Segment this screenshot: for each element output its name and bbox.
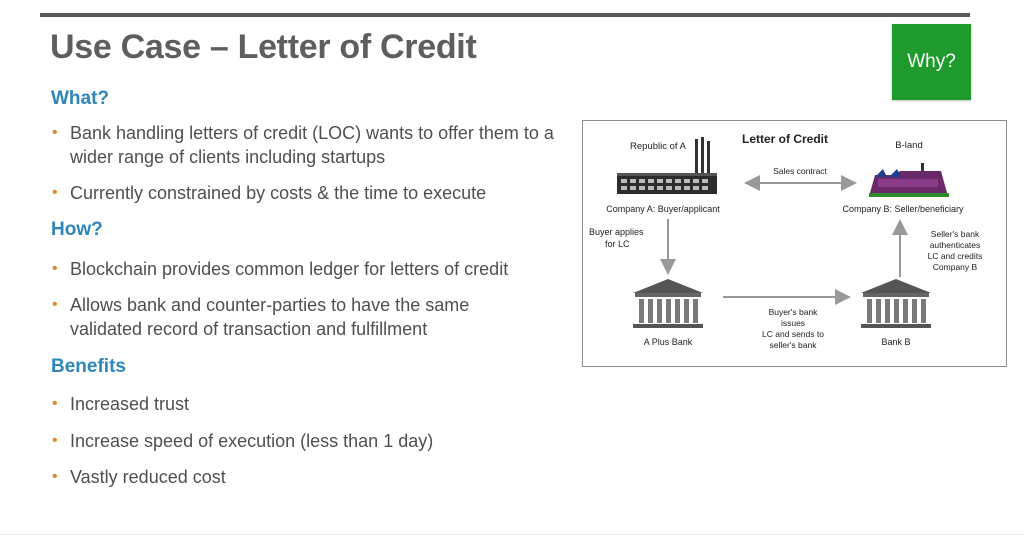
heading-how: How? bbox=[51, 219, 103, 240]
bullet-text: Bank handling letters of credit (LOC) wants to offer them to a wider range of clients including startups bbox=[70, 123, 554, 167]
company-b-label: Company B: Seller/beneficiary bbox=[842, 204, 964, 214]
diagram-title: Letter of Credit bbox=[741, 132, 829, 146]
list-item bbox=[52, 429, 582, 453]
heading-benefits: Benefits bbox=[51, 356, 126, 377]
bullet-dot-icon: • bbox=[52, 260, 58, 277]
seller-bank-note-line-3: LC and credits bbox=[927, 251, 983, 261]
bullet-text: Blockchain provides common ledger for letters of credit bbox=[70, 259, 509, 279]
bank-b-icon bbox=[861, 279, 931, 328]
letter-of-credit-diagram bbox=[582, 120, 1007, 367]
list-item bbox=[52, 181, 582, 205]
bullet-text: Vastly reduced cost bbox=[70, 467, 226, 487]
left-country-label: Republic of A bbox=[630, 141, 686, 152]
seller-bank-note-line-1: Seller's bank bbox=[930, 229, 980, 239]
top-divider bbox=[40, 13, 970, 17]
heading-what: What? bbox=[51, 88, 110, 109]
bank-b-label: Bank B bbox=[881, 337, 911, 347]
company-a-label: Company A: Buyer/applicant bbox=[606, 204, 720, 214]
buyer-applies-line-1: Buyer applies bbox=[589, 227, 644, 237]
bullet-dot-icon: • bbox=[52, 184, 58, 201]
buyer-bank-note-line-1: Buyer's bank bbox=[768, 307, 818, 317]
sales-contract-label: Sales contract bbox=[773, 166, 827, 176]
list-item bbox=[52, 293, 532, 341]
bullet-dot-icon: • bbox=[52, 468, 58, 485]
right-country-label: B-land bbox=[895, 140, 923, 151]
bullet-dot-icon: • bbox=[52, 395, 58, 412]
bank-a-icon bbox=[633, 279, 703, 328]
buyer-bank-note-line-2: issues bbox=[780, 318, 806, 328]
buyer-bank-note-line-3: LC and sends to bbox=[762, 329, 824, 339]
why-button[interactable]: Why? bbox=[892, 24, 971, 100]
bullet-dot-icon: • bbox=[52, 296, 58, 313]
buyer-applies-line-2: for LC bbox=[605, 239, 630, 249]
bullet-text: Currently constrained by costs & the time to execute bbox=[70, 183, 487, 203]
slide-title: Use Case – Letter of Credit bbox=[50, 28, 477, 66]
bullet-text: Increased trust bbox=[70, 394, 190, 414]
list-item bbox=[52, 465, 582, 489]
seller-bank-note-line-2: authenticates bbox=[929, 240, 981, 250]
bullet-dot-icon: • bbox=[52, 432, 58, 449]
bullet-dot-icon: • bbox=[52, 124, 58, 141]
list-item bbox=[52, 121, 582, 169]
list-item bbox=[52, 392, 582, 416]
bullet-text: Allows bank and counter-parties to have the same validated record of transaction and fulfillment bbox=[70, 295, 470, 339]
list-item bbox=[52, 257, 582, 281]
seller-bank-note-line-4: Company B bbox=[932, 262, 978, 272]
factory-b-icon bbox=[869, 163, 949, 197]
buyer-bank-note-line-4: seller's bank bbox=[769, 340, 817, 350]
bullet-text: Increase speed of execution (less than 1 day) bbox=[70, 431, 434, 451]
bank-a-label: A Plus Bank bbox=[643, 337, 693, 347]
